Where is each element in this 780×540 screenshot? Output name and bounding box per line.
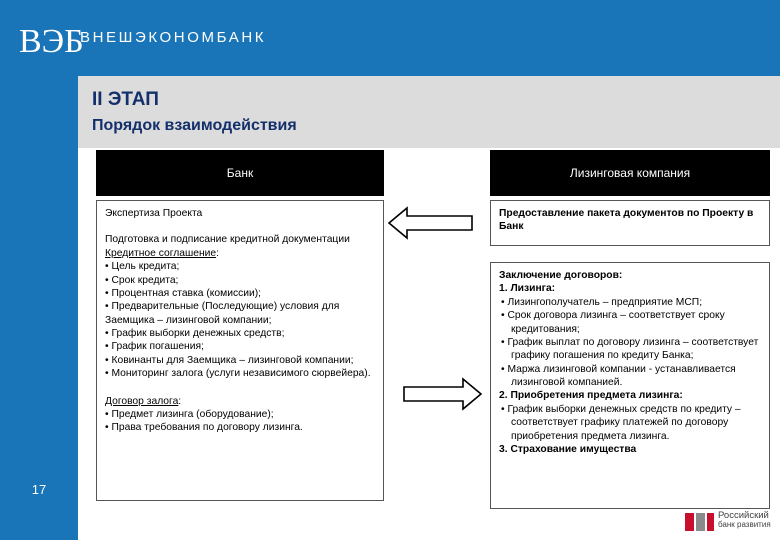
rbr-logo-icon bbox=[682, 510, 716, 534]
list-item: • Ковинанты для Заемщика – лизинговой компании; bbox=[105, 354, 354, 366]
leasing-section-title: 1. Лизинга: bbox=[499, 283, 556, 295]
arrow-right-icon bbox=[403, 377, 483, 411]
contracts-title: Заключение договоров: bbox=[499, 270, 623, 281]
list-item: • График выборки денежных средств по кредиту – соответствует графику платежей по договору приобретения предмета лизинга. bbox=[501, 403, 741, 442]
list-item: • Процентная ставка (комиссии); bbox=[105, 287, 262, 299]
credit-agreement-heading: Кредитное соглашение: bbox=[105, 247, 219, 259]
footer-logo-line2: банк развития bbox=[718, 519, 771, 529]
leasing-column-header bbox=[490, 150, 770, 196]
leasing-column-label: Лизинговая компания bbox=[569, 166, 691, 180]
list-item: • Лизингополучатель – предприятие МСП; bbox=[501, 296, 703, 308]
footer-logo-line1: Российский bbox=[718, 510, 769, 521]
logo-text: ВЭБ bbox=[19, 23, 84, 60]
docs-text: Предоставление пакета документов по Проекту в Банк bbox=[499, 208, 754, 233]
insurance-item: 3. Страхование имущества bbox=[499, 443, 637, 455]
stage-title: II ЭТАП bbox=[92, 89, 159, 110]
sidebar bbox=[0, 76, 78, 540]
list-item: • Маржа лизинговой компании - устанавливается лизинговой компанией. bbox=[501, 363, 736, 388]
expertise-text: Экспертиза Проекта bbox=[105, 208, 203, 219]
list-item: • Срок договора лизинга – соответствует сроку кредитования; bbox=[501, 310, 725, 335]
leasing-docs-box bbox=[490, 200, 770, 246]
list-item: • График погашения; bbox=[105, 341, 204, 353]
veb-logo-icon bbox=[18, 14, 84, 60]
title-band bbox=[78, 76, 780, 148]
list-item: • Права требования по договору лизинга. bbox=[105, 422, 303, 434]
header-bar bbox=[0, 0, 780, 76]
leasing-contracts-box bbox=[490, 262, 770, 509]
purchase-section-title: 2. Приобретения предмета лизинга: bbox=[499, 390, 683, 402]
credit-docs-prep-text: Подготовка и подписание кредитной документации bbox=[105, 234, 350, 246]
list-item: • Предварительные (Последующие) условия для Заемщика – лизинговой компании; bbox=[105, 301, 340, 326]
bank-process-box bbox=[96, 200, 384, 501]
pledge-heading: Договор залога: bbox=[105, 395, 182, 407]
arrow-left-icon bbox=[388, 206, 474, 240]
slide-subtitle: Порядок взаимодействия bbox=[92, 117, 297, 134]
list-item: • График выборки денежных средств; bbox=[105, 328, 285, 339]
list-item: • График выплат по договору лизинга – соответствует графику погашения по кредиту Банка; bbox=[501, 336, 759, 362]
bank-column-header bbox=[96, 150, 384, 196]
list-item: • Цель кредита; bbox=[105, 261, 180, 273]
bank-column-label: Банк bbox=[226, 166, 254, 180]
list-item: • Мониторинг залога (услуги независимого сюрвейера). bbox=[105, 368, 371, 380]
list-item: • Срок кредита; bbox=[105, 274, 179, 286]
pledge-label: Договор залога bbox=[105, 395, 179, 407]
rosbank-development-logo bbox=[678, 508, 776, 536]
page-number: 17 bbox=[31, 482, 47, 497]
list-item: • Предмет лизинга (оборудование); bbox=[105, 408, 274, 420]
bank-name: ВНЕШЭКОНОМБАНК bbox=[80, 29, 267, 46]
credit-agreement-label: Кредитное соглашение bbox=[105, 247, 217, 259]
